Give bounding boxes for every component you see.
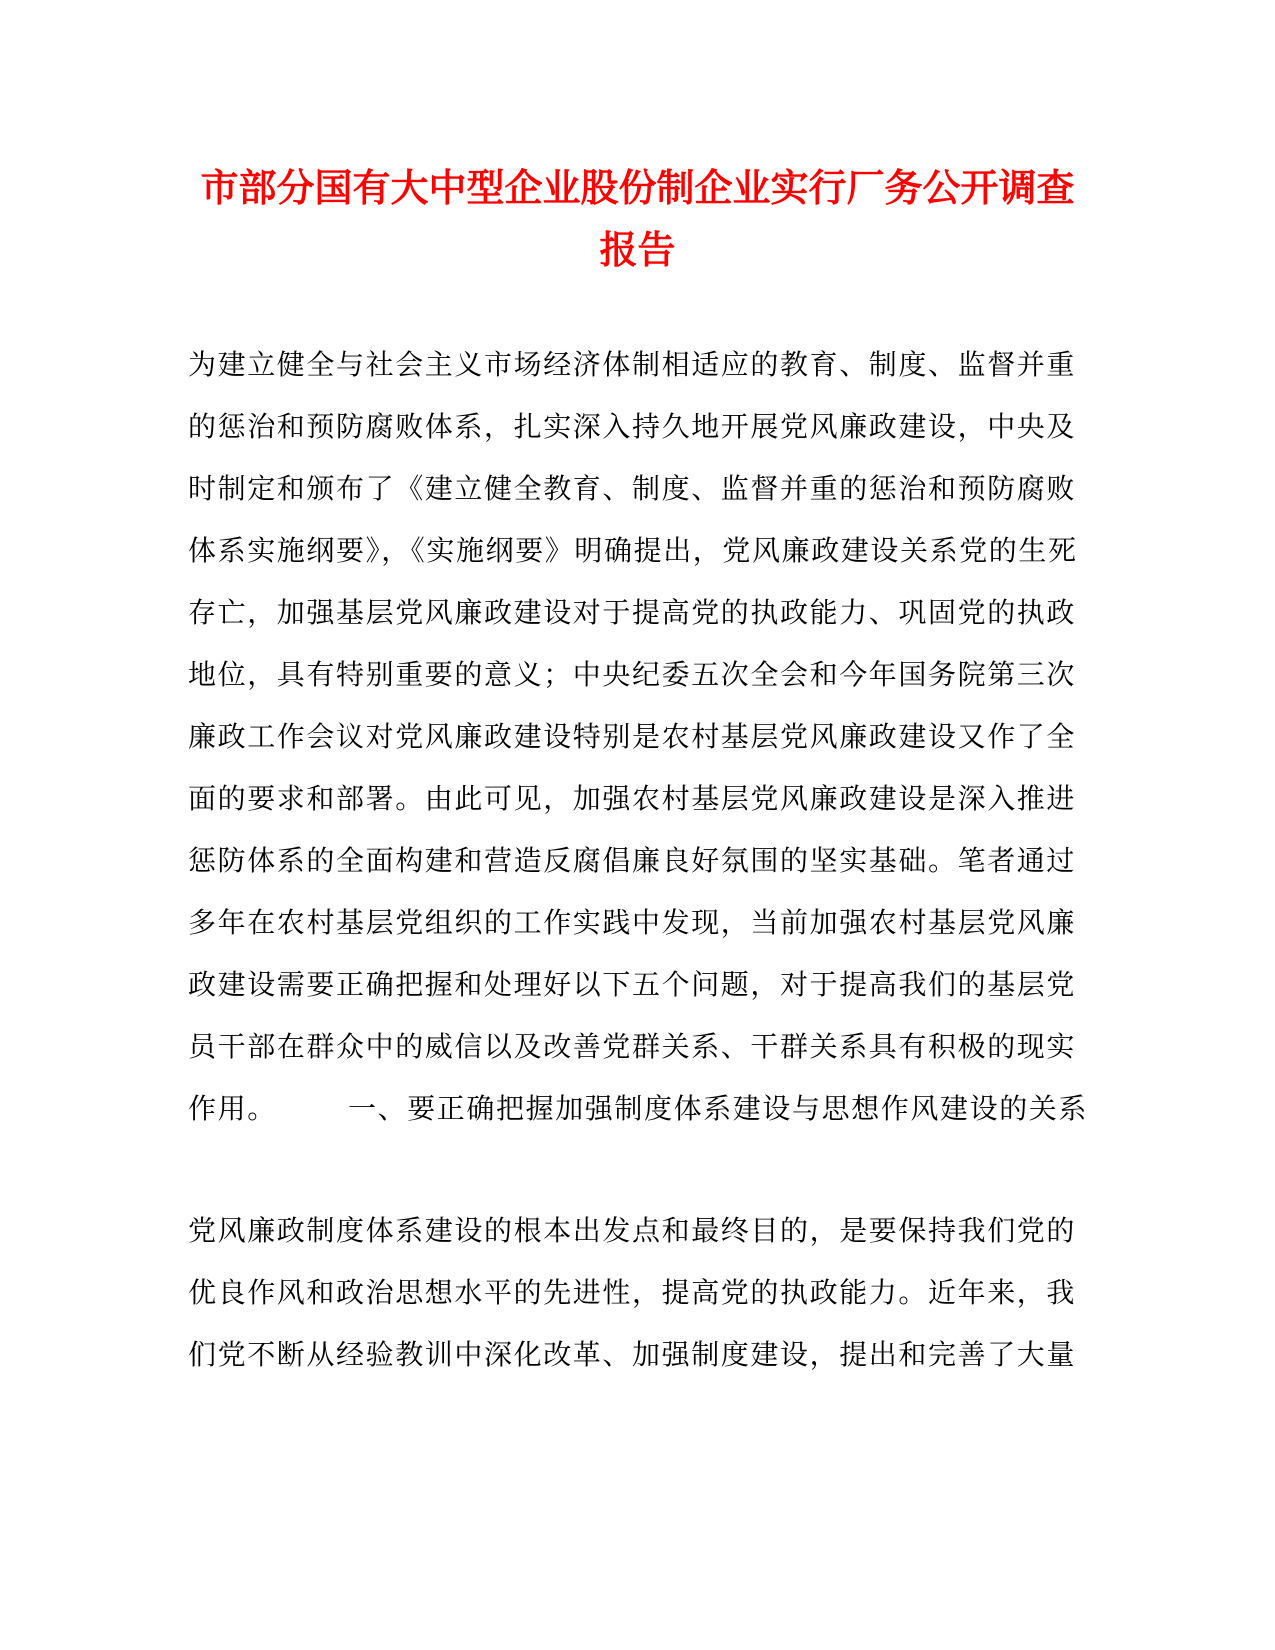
- body-text-line: 时制定和颁布了《建立健全教育、制度、监督并重的惩治和预防腐败: [188, 472, 1077, 505]
- body-text-line: 为建立健全与社会主义市场经济体制相适应的教育、制度、监督并重: [188, 348, 1077, 381]
- body-text-line: 存亡，加强基层党风廉政建设对于提高党的执政能力、巩固党的执政: [188, 596, 1077, 629]
- paragraph-ending: 作用。: [188, 1092, 277, 1125]
- document-title-line-1: 市部分国有大中型企业股份制企业实行厂务公开调查: [200, 165, 1075, 210]
- body-text-line-with-heading: [188, 1091, 1088, 1127]
- document-title-line-2: 报告: [599, 227, 676, 272]
- body-text-line: 们党不断从经验教训中深化改革、加强制度建设，提出和完善了大量: [188, 1338, 1077, 1371]
- body-text-line: 政建设需要正确把握和处理好以下五个问题，对于提高我们的基层党: [188, 968, 1077, 1001]
- section-heading-1: 一、要正确把握加强制度体系建设与思想作风建设的关系: [348, 1092, 1089, 1125]
- body-text-line: 面的要求和部署。由此可见，加强农村基层党风廉政建设是深入推进: [188, 782, 1077, 815]
- body-text-line: 惩防体系的全面构建和营造反腐倡廉良好氛围的坚实基础。笔者通过: [188, 844, 1077, 877]
- body-text-line: 地位，具有特别重要的意义；中央纪委五次全会和今年国务院第三次: [188, 658, 1077, 691]
- body-text-line: 的惩治和预防腐败体系，扎实深入持久地开展党风廉政建设，中央及: [188, 410, 1077, 443]
- body-text-line: 体系实施纲要》，《实施纲要》明确提出，党风廉政建设关系党的生死: [188, 534, 1078, 567]
- body-text-line: 多年在农村基层党组织的工作实践中发现，当前加强农村基层党风廉: [188, 906, 1077, 939]
- body-text-line: 员干部在群众中的威信以及改善党群关系、干群关系具有积极的现实: [188, 1030, 1077, 1063]
- body-text-line: 党风廉政制度体系建设的根本出发点和最终目的，是要保持我们党的: [188, 1214, 1077, 1247]
- body-text-line: 优良作风和政治思想水平的先进性，提高党的执政能力。近年来，我: [188, 1276, 1077, 1309]
- body-text-line: 廉政工作会议对党风廉政建设特别是农村基层党风廉政建设又作了全: [188, 720, 1077, 753]
